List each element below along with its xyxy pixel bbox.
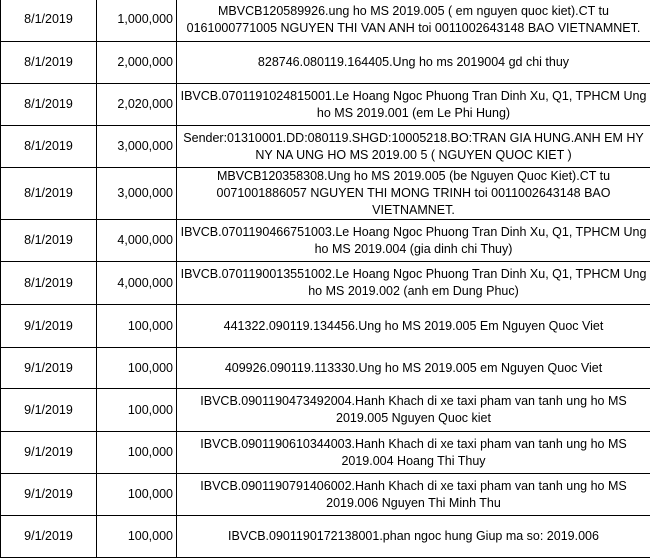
description-cell: Sender:01310001.DD:080119.SHGD:10005218.BO:TRAN GIA HUNG.ANH EM HY NY NA UNG HO MS 2019.00 5 ( NGUYEN QUOC KIET ) bbox=[177, 126, 650, 168]
table-row bbox=[1, 220, 650, 262]
date-cell: 8/1/2019 bbox=[1, 262, 97, 305]
amount-cell: 100,000 bbox=[97, 389, 177, 432]
amount-cell: 2,020,000 bbox=[97, 84, 177, 126]
date-cell: 9/1/2019 bbox=[1, 516, 97, 558]
table-row bbox=[1, 168, 650, 220]
date-cell: 9/1/2019 bbox=[1, 432, 97, 474]
date-cell: 8/1/2019 bbox=[1, 0, 97, 42]
description-cell: 828746.080119.164405.Ung ho ms 2019004 gd chi thuy bbox=[177, 42, 650, 84]
description-cell: IBVCB.0901190610344003.Hanh Khach di xe taxi pham van tanh ung ho MS 2019.004 Hoang Thi Thuy bbox=[177, 432, 650, 474]
description-cell: MBVCB120358308.Ung ho MS 2019.005 (be Nguyen Quoc Kiet).CT tu 0071001886057 NGUYEN THI MONG TRINH toi 0011002643148 BAO VIETNAMNET. bbox=[177, 168, 650, 220]
table-row bbox=[1, 432, 650, 474]
amount-cell: 4,000,000 bbox=[97, 220, 177, 262]
description-cell: MBVCB120589926.ung ho MS 2019.005 ( em nguyen quoc kiet).CT tu 0161000771005 NGUYEN THI VAN ANH toi 0011002643148 BAO VIETNAMNET. bbox=[177, 0, 650, 42]
description-cell: IBVCB.0701191024815001.Le Hoang Ngoc Phuong Tran Dinh Xu, Q1, TPHCM Ung ho MS 2019.001 (em Le Phi Hung) bbox=[177, 84, 650, 126]
date-cell: 8/1/2019 bbox=[1, 168, 97, 220]
table-row bbox=[1, 126, 650, 168]
table-row bbox=[1, 389, 650, 432]
date-cell: 9/1/2019 bbox=[1, 474, 97, 516]
amount-cell: 100,000 bbox=[97, 474, 177, 516]
date-cell: 9/1/2019 bbox=[1, 348, 97, 389]
table-row bbox=[1, 516, 650, 558]
date-cell: 8/1/2019 bbox=[1, 42, 97, 84]
amount-cell: 100,000 bbox=[97, 432, 177, 474]
amount-cell: 100,000 bbox=[97, 516, 177, 558]
date-cell: 8/1/2019 bbox=[1, 84, 97, 126]
date-cell: 8/1/2019 bbox=[1, 126, 97, 168]
description-cell: IBVCB.0701190466751003.Le Hoang Ngoc Phuong Tran Dinh Xu, Q1, TPHCM Ung ho MS 2019.004 (gia dinh chi Thuy) bbox=[177, 220, 650, 262]
table-row bbox=[1, 262, 650, 305]
amount-cell: 2,000,000 bbox=[97, 42, 177, 84]
date-cell: 9/1/2019 bbox=[1, 305, 97, 348]
description-cell: 441322.090119.134456.Ung ho MS 2019.005 Em Nguyen Quoc Viet bbox=[177, 305, 650, 348]
amount-cell: 4,000,000 bbox=[97, 262, 177, 305]
description-cell: IBVCB.0701190013551002.Le Hoang Ngoc Phuong Tran Dinh Xu, Q1, TPHCM Ung ho MS 2019.002 (anh em Dung Phuc) bbox=[177, 262, 650, 305]
description-cell: IBVCB.0901190791406002.Hanh Khach di xe taxi pham van tanh ung ho MS 2019.006 Nguyen Thi Minh Thu bbox=[177, 474, 650, 516]
amount-cell: 3,000,000 bbox=[97, 168, 177, 220]
table-row bbox=[1, 42, 650, 84]
table-row bbox=[1, 305, 650, 348]
date-cell: 9/1/2019 bbox=[1, 389, 97, 432]
amount-cell: 1,000,000 bbox=[97, 0, 177, 42]
amount-cell: 3,000,000 bbox=[97, 126, 177, 168]
date-cell: 8/1/2019 bbox=[1, 220, 97, 262]
amount-cell: 100,000 bbox=[97, 348, 177, 389]
description-cell: 409926.090119.113330.Ung ho MS 2019.005 em Nguyen Quoc Viet bbox=[177, 348, 650, 389]
table-row bbox=[1, 0, 650, 42]
description-cell: IBVCB.0901190473492004.Hanh Khach di xe taxi pham van tanh ung ho MS 2019.005 Nguyen Quoc kiet bbox=[177, 389, 650, 432]
table-row bbox=[1, 474, 650, 516]
table-row bbox=[1, 348, 650, 389]
amount-cell: 100,000 bbox=[97, 305, 177, 348]
description-cell: IBVCB.0901190172138001.phan ngoc hung Giup ma so: 2019.006 bbox=[177, 516, 650, 558]
table-row bbox=[1, 84, 650, 126]
